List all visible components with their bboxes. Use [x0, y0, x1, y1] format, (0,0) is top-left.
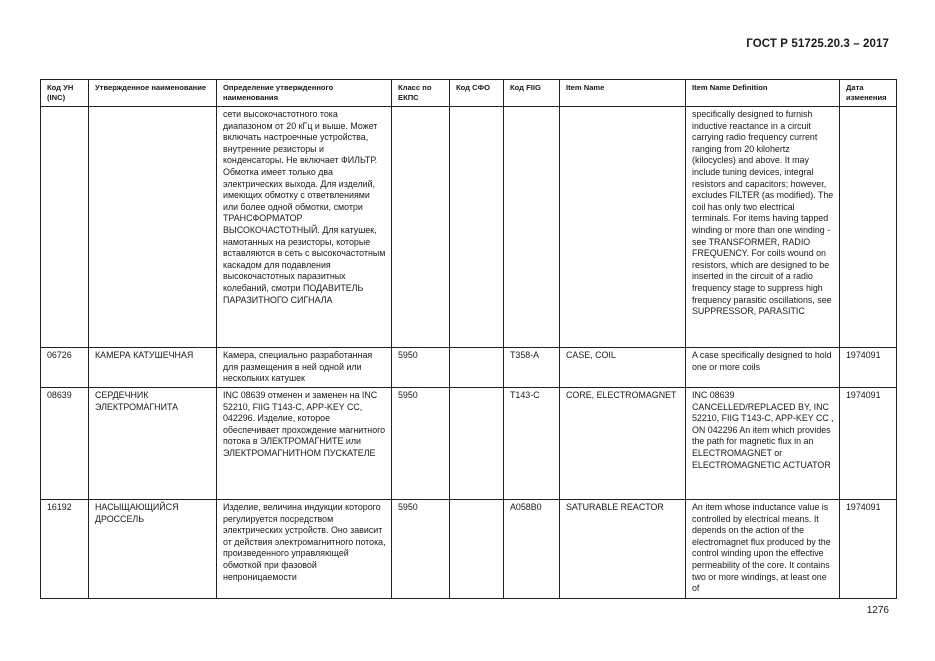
cell-fiig: A058B0	[504, 500, 560, 599]
col-header-fiig: Код FIIG	[504, 80, 560, 107]
cell-class: 5950	[392, 500, 450, 599]
cell-definition: Изделие, величина индукции которого регулируется посредством электрических устройств. Оно зависит от действия электромагнитного потока, произведенного управляющей обмоткой при фазовой непроницаемости	[217, 500, 392, 599]
col-header-item-name: Item Name	[560, 80, 686, 107]
col-header-approved-name: Утвержденное наименование	[89, 80, 217, 107]
cell-item-name: CASE, COIL	[560, 348, 686, 388]
cell-sfo	[450, 107, 504, 348]
col-header-item-definition: Item Name Definition	[686, 80, 840, 107]
cell-item-definition: An item whose inductance value is controlled by electrical means. It depends on the action of the electromagnet flux produced by the control winding upon the effective permeability of the core. It contains two or more windings, at least one of	[686, 500, 840, 599]
cell-item-name: SATURABLE REACTOR	[560, 500, 686, 599]
col-header-definition: Определение утвержденного наименования	[217, 80, 392, 107]
nomenclature-table	[40, 79, 897, 599]
table-row	[41, 500, 897, 599]
col-header-sfo: Код СФО	[450, 80, 504, 107]
cell-inc: 16192	[41, 500, 89, 599]
cell-approved-name	[89, 107, 217, 348]
cell-change-date: 1974091	[840, 348, 897, 388]
cell-class	[392, 107, 450, 348]
cell-change-date	[840, 107, 897, 348]
header-row	[41, 80, 897, 107]
cell-fiig: T358-A	[504, 348, 560, 388]
cell-inc	[41, 107, 89, 348]
cell-approved-name: КАМЕРА КАТУШЕЧНАЯ	[89, 348, 217, 388]
cell-definition: Камера, специально разработанная для размещения в ней одной или нескольких катушек	[217, 348, 392, 388]
cell-approved-name: СЕРДЕЧНИК ЭЛЕКТРОМАГНИТА	[89, 388, 217, 500]
cell-item-name: CORE, ELECTROMAGNET	[560, 388, 686, 500]
cell-definition: INC 08639 отменен и заменен на INC 52210, FIIG T143-C, APP-KEY CC, 042296. Изделие, которое обеспечивает прохождение магнитного потока в ЭЛЕКТРОМАГНИТЕ или ЭЛЕКТРОМАГНИТНОМ ПУСКАТЕЛЕ	[217, 388, 392, 500]
cell-sfo	[450, 500, 504, 599]
cell-change-date: 1974091	[840, 388, 897, 500]
page-number: 1276	[866, 605, 889, 616]
cell-sfo	[450, 348, 504, 388]
document-title: ГОСТ Р 51725.20.3 – 2017	[746, 38, 889, 50]
cell-class: 5950	[392, 388, 450, 500]
cell-approved-name: НАСЫЩАЮЩИЙСЯ ДРОССЕЛЬ	[89, 500, 217, 599]
table-row	[41, 388, 897, 500]
cell-fiig	[504, 107, 560, 348]
cell-sfo	[450, 388, 504, 500]
cell-class: 5950	[392, 348, 450, 388]
cell-item-definition: specifically designed to furnish inductive reactance in a circuit carrying radio frequency current ranging from 20 kilohertz (kilocycles) and above. It may include tuning devices, integral resistors and capacitors; however, excludes FILTER (as modified). The coil has only two electrical terminals. For items having tapped winding or more than one winding - see TRANSFORMER, RADIO FREQUENCY. For coils wound on resistors, which are designed to be inserted in the circuit of a radio frequency stage to suppress high frequency parasitic oscillations, see SUPPRESSOR, PARASITIC	[686, 107, 840, 348]
cell-item-name	[560, 107, 686, 348]
col-header-class: Класс по ЕКПС	[392, 80, 450, 107]
cell-definition: сети высокочастотного тока диапазоном от 20 кГц и выше. Может включать настроечные устройства, внутренние резисторы и конденсаторы. Не включает ФИЛЬТР. Обмотка имеет только два электрических выхода. Для изделий, имеющих обмотку с ответвлениями или более одной обмотки, смотри ТРАНСФОРМАТОР ВЫСОКОЧАСТОТНЫЙ. Для катушек, намотанных на резисторы, которые вставляются в сеть с высокочастотным каскадом для подавления высокочастотных паразитных колебаний, смотри ПОДАВИТЕЛЬ ПАРАЗИТНОГО СИГНАЛА	[217, 107, 392, 348]
cell-inc: 06726	[41, 348, 89, 388]
cell-change-date: 1974091	[840, 500, 897, 599]
cell-fiig: T143-C	[504, 388, 560, 500]
cell-inc: 08639	[41, 388, 89, 500]
cell-item-definition: A case specifically designed to hold one or more coils	[686, 348, 840, 388]
table-row	[41, 107, 897, 348]
cell-item-definition: INC 08639 CANCELLED/REPLACED BY, INC 52210, FIIG T143-C, APP-KEY CC , ON 042296 An item which provides the path for magnetic flux in an ELECTROMAGNET or ELECTROMAGNETIC ACTUATOR	[686, 388, 840, 500]
col-header-change-date: Дата изменения	[840, 80, 897, 107]
col-header-inc: Код УН (INC)	[41, 80, 89, 107]
table-row	[41, 348, 897, 388]
